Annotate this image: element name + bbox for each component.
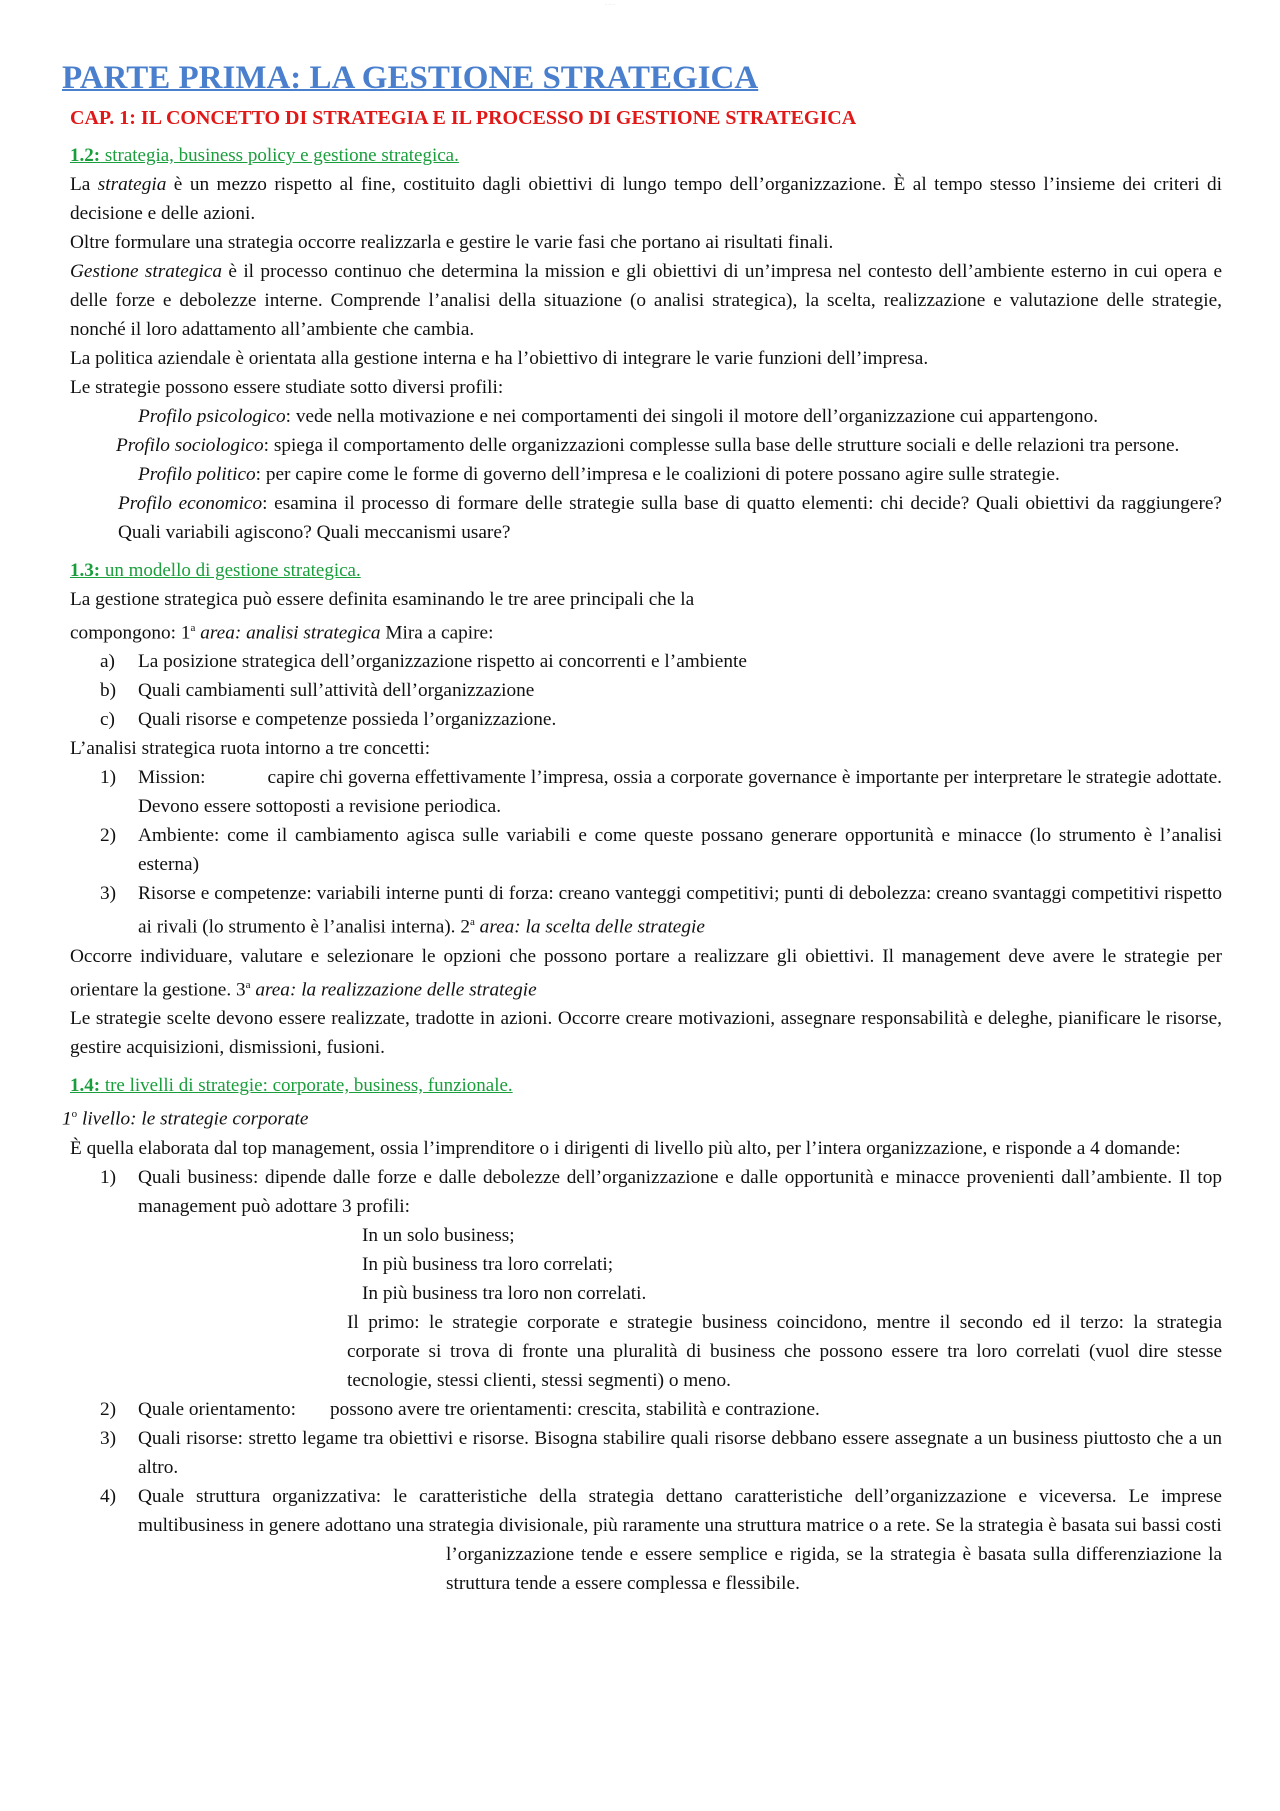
profile-item — [138, 460, 1222, 489]
emphasis: Profilo psicologico — [138, 406, 286, 427]
list-item — [62, 676, 1222, 705]
text: La posizione strategica dell’organizzazione rispetto ai concorrenti e l’ambiente — [138, 651, 747, 673]
emphasis: livello: le strategie corporate — [77, 1108, 309, 1130]
text: Quali risorse: stretto legame tra obiettivi e risorse. Bisogna stabilire quali risorse debbano essere assegnate a un business piuttosto che a un altro. — [138, 1427, 1222, 1478]
list-item — [62, 1482, 1222, 1540]
list-item — [62, 821, 1222, 879]
paragraph: La gestione strategica può essere definita esaminando le tre aree principali che la — [70, 589, 695, 610]
document-body — [62, 58, 1222, 1598]
text: : esamina il processo di formare delle strategie sulla base di quatto elementi: chi decide? Quali obiettivi da raggiungere? Quali variabili agiscono? Quali meccanismi usare? — [118, 493, 1222, 543]
superscript: o — [71, 1108, 78, 1121]
paragraph: Il primo: le strategie corporate e strategie business coincidono, mentre il secondo ed il terzo: la strategia corporate si trova di fronte una pluralità di business che possono essere tra loro correlati (vuol dire stesse tecnologie, stessi clienti, stessi segmenti) o meno. — [347, 1311, 1222, 1391]
text: : per capire come le forme di governo dell’impresa e le coalizioni di potere possano agire sulle strategie. — [255, 464, 1060, 485]
section-number: 1.2: — [70, 145, 101, 166]
bullet-line: In più business tra loro non correlati. — [362, 1282, 647, 1304]
list-item — [62, 1395, 1222, 1424]
header-mark: ········ — [604, 2, 616, 7]
emphasis: strategia — [97, 174, 167, 195]
profile-item — [118, 489, 1222, 547]
list-marker: 3) — [100, 883, 117, 905]
section-title: un modello di gestione strategica. — [100, 560, 361, 581]
paragraph: La politica aziendale è orientata alla gestione interna e ha l’obiettivo di integrare le varie funzioni dell’impresa. — [70, 348, 929, 369]
emphasis: Profilo politico — [138, 464, 256, 485]
page-title: PARTE PRIMA: LA GESTIONE STRATEGICA — [62, 60, 759, 96]
emphasis: 1 — [62, 1108, 72, 1130]
text: capire chi governa effettivamente l’impresa, ossia a corporate governance è importante per interpretare le strategie adottate. Devono essere sottoposti a revisione periodica. — [138, 767, 1222, 818]
section-title: tre livelli di strategie: corporate, business, funzionale. — [100, 1075, 513, 1097]
text: è il processo continuo che determina la mission e gli obiettivi di un’impresa nel contesto dell’ambiente esterno in cui opera e delle forze e debolezze interne. Comprende l’analisi della situazione (o analisi strategica), la scelta, realizzazione e valutazione delle strategie, nonché il loro adattamento all’ambiente che cambia. — [70, 261, 1222, 340]
emphasis: area: analisi strategica — [195, 622, 381, 644]
list-marker: c) — [100, 709, 115, 731]
list-marker: a) — [100, 651, 115, 673]
text: possono avere tre orientamenti: crescita, stabilità e contrazione. — [329, 1398, 820, 1420]
section-heading-1-4 — [70, 1072, 1222, 1100]
paragraph — [70, 257, 1222, 344]
list-marker: 2) — [100, 825, 117, 847]
profile-item — [116, 431, 1222, 460]
list-marker: 3) — [100, 1427, 117, 1449]
paragraph: l’organizzazione tende e essere semplice e rigida, se la strategia è basata sulla differenziazione la struttura tende a essere complessa e flessibile. — [446, 1543, 1222, 1594]
emphasis: Profilo economico — [118, 493, 263, 514]
superscript: a — [469, 916, 475, 929]
text: : spiega il comportamento delle organizzazioni complesse sulla base delle strutture sociali e delle relazioni tra persone. — [263, 435, 1180, 456]
section-heading-1-2 — [70, 142, 1222, 170]
text: è un mezzo rispetto al fine, costituito dagli obiettivi di lungo tempo dell’organizzazione. È al tempo stesso l’insieme dei criteri di decisione e delle azioni. — [70, 174, 1222, 224]
list-item — [62, 879, 1222, 941]
text: Quale struttura organizzativa: le caratteristiche della strategia dettano caratteristiche dell’organizzazione e viceversa. Le imprese multibusiness in genere adottano una strategia divisionale, più raramente una struttura matrice o a rete. Se la strategia è basata sui bassi costi — [138, 1485, 1222, 1536]
text: compongono: 1 — [70, 622, 191, 644]
paragraph: Le strategie scelte devono essere realizzate, tradotte in azioni. Occorre creare motivazioni, assegnare responsabilità e deleghe, pianificare le risorse, gestire acquisizioni, dismissioni, fusioni. — [70, 1008, 1222, 1059]
emphasis: Profilo sociologico — [116, 435, 264, 456]
section-heading-1-3 — [70, 557, 1222, 585]
text: Occorre individuare, valutare e selezionare le opzioni che possono portare a realizzare gli obiettivi. Il management deve avere le strategie per orientare la gestione. 3 — [70, 945, 1222, 1001]
profile-item — [138, 402, 1222, 431]
list-item — [62, 1163, 1222, 1221]
paragraph: Oltre formulare una strategia occorre realizzarla e gestire le varie fasi che portano ai risultati finali. — [70, 232, 834, 253]
paragraph: L’analisi strategica ruota intorno a tre concetti: — [70, 738, 431, 760]
list-item — [62, 763, 1222, 821]
section-number: 1.4: — [70, 1075, 101, 1097]
list-marker: 4) — [100, 1485, 117, 1507]
text: Quali business: dipende dalle forze e dalle debolezze dell’organizzazione e dalle opportunità e minacce provenienti dall’ambiente. Il top management può adottare 3 profili: — [138, 1166, 1222, 1217]
emphasis: area: la realizzazione delle strategie — [250, 979, 537, 1001]
section-number: 1.3: — [70, 560, 101, 581]
list-item — [62, 1424, 1222, 1482]
bullet-line: In un solo business; — [362, 1224, 515, 1246]
level-heading — [62, 1100, 1222, 1133]
superscript: a — [190, 622, 196, 634]
list-item — [62, 647, 1222, 676]
text: Quale orientamento: — [138, 1398, 296, 1420]
paragraph: Le strategie possono essere studiate sotto diversi profili: — [70, 377, 504, 398]
list-marker: 1) — [100, 767, 117, 789]
text: Quali risorse e competenze possieda l’organizzazione. — [138, 709, 557, 731]
list-marker: 1) — [100, 1166, 117, 1188]
text: Mission: — [138, 767, 206, 789]
emphasis: Gestione strategica — [70, 261, 223, 282]
bullet-line: In più business tra loro correlati; — [362, 1253, 614, 1275]
text: Quali cambiamenti sull’attività dell’organizzazione — [138, 680, 535, 702]
text: Risorse e competenze: variabili interne punti di forza: creano vanteggi competitivi; punti di debolezza: creano svantaggi competitivi rispetto ai rivali (lo strumento è l’analisi interna). 2 — [138, 883, 1222, 938]
list-marker: 2) — [100, 1398, 117, 1420]
paragraph: È quella elaborata dal top management, ossia l’imprenditore o i dirigenti di livello più alto, per l’intera organizzazione, e risponde a 4 domande: — [70, 1137, 1181, 1159]
text: Ambiente: come il cambiamento agisca sulle variabili e come queste possano generare opportunità e minacce (lo strumento è l’analisi esterna) — [138, 825, 1222, 876]
text: Mira a capire: — [380, 622, 494, 644]
paragraph — [70, 170, 1222, 228]
emphasis: area: la scelta delle strategie — [474, 916, 705, 938]
text: : vede nella motivazione e nei comportamenti dei singoli il motore dell’organizzazione cui appartengono. — [285, 406, 1099, 427]
paragraph — [70, 942, 1222, 1004]
chapter-heading: CAP. 1: IL CONCETTO DI STRATEGIA E IL PROCESSO DI GESTIONE STRATEGICA — [70, 107, 857, 129]
section-title: strategia, business policy e gestione strategica. — [100, 145, 459, 166]
text: La — [70, 174, 98, 195]
paragraph — [70, 614, 1222, 647]
list-marker: b) — [100, 680, 117, 702]
superscript: a — [245, 978, 251, 991]
list-item — [62, 705, 1222, 734]
